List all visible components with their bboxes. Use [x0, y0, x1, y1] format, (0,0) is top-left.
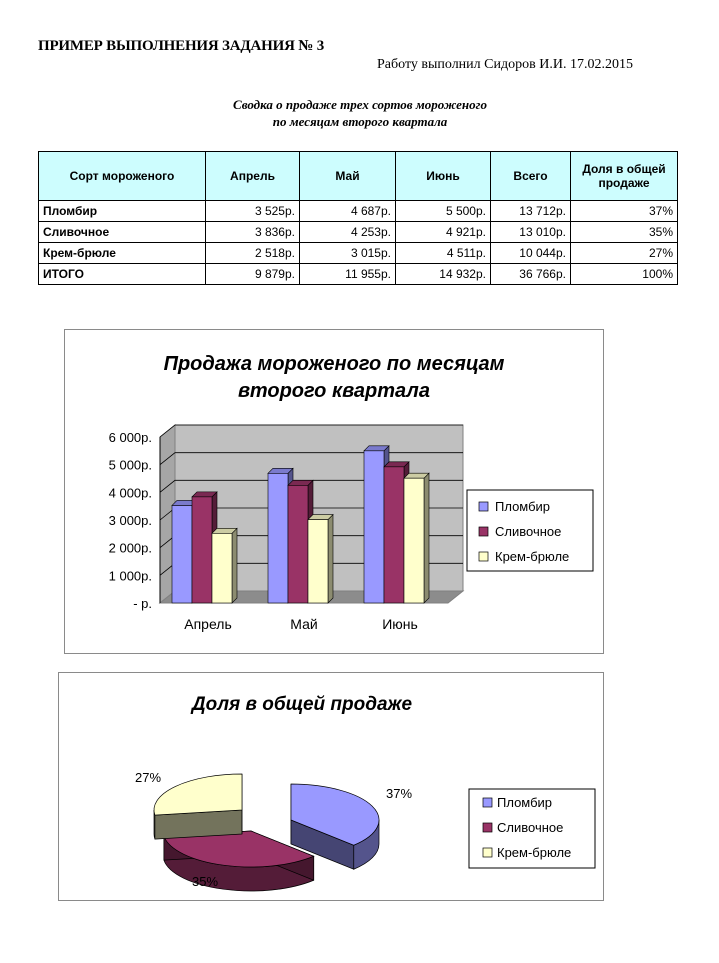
bar [308, 515, 333, 603]
cell-may: 4 687р. [300, 201, 396, 222]
bar-front [172, 505, 192, 603]
legend-swatch-kremb [479, 552, 488, 561]
table-total-row [39, 264, 678, 285]
x-tick-label: Июнь [382, 616, 418, 632]
task-title: ПРИМЕР ВЫПОЛНЕНИЯ ЗАДАНИЯ № 3 [38, 38, 325, 54]
cell-total: 10 044р. [491, 243, 571, 264]
table-header-row [39, 152, 678, 201]
author-line: Работу выполнил Сидоров И.И. 17.02.2015 [377, 57, 633, 72]
cell-june: 4 921р. [396, 222, 491, 243]
cell-share: 100% [571, 264, 678, 285]
legend-swatch-kremb [483, 848, 492, 857]
table-row [39, 222, 678, 243]
x-tick-label: Май [290, 616, 318, 632]
y-tick-label: 2 000р. [108, 540, 152, 556]
bar-chart [65, 330, 603, 653]
legend-label: Сливочное [497, 820, 564, 835]
legend-swatch-plombir [479, 502, 488, 511]
col-header-april: Апрель [206, 152, 300, 201]
pie-chart [59, 673, 603, 900]
legend-swatch-slivochnoe [479, 527, 488, 536]
table-subtitle-line2: по месяцам второго квартала [272, 114, 448, 129]
bar-chart-title-line2: второго квартала [238, 380, 430, 402]
bar-front [308, 520, 328, 603]
legend-swatch-slivochnoe [483, 823, 492, 832]
table-subtitle-line1: Сводка о продаже трех сортов мороженого [233, 97, 487, 112]
y-tick-label: - р. [133, 596, 152, 611]
bar-side [232, 528, 237, 603]
pie-legend [469, 789, 595, 868]
cell-june: 4 511р. [396, 243, 491, 264]
cell-june: 14 932р. [396, 264, 491, 285]
bar-front [364, 451, 384, 603]
bar [404, 473, 429, 603]
cell-variety: Пломбир [39, 201, 206, 222]
legend-label: Пломбир [495, 499, 551, 514]
bar-front [192, 497, 212, 603]
cell-april: 9 879р. [206, 264, 300, 285]
cell-may: 3 015р. [300, 243, 396, 264]
pie-value-label-kremb: 27% [135, 770, 162, 785]
cell-april: 3 836р. [206, 222, 300, 243]
table-row [39, 243, 678, 264]
cell-variety: Крем-брюле [39, 243, 206, 264]
y-tick-label: 5 000р. [108, 457, 152, 473]
y-tick-label: 1 000р. [108, 568, 152, 584]
bar-side [424, 473, 429, 603]
bar-chart-title-line1: Продажа мороженого по месяцам [163, 353, 505, 375]
cell-variety: ИТОГО [39, 264, 206, 285]
y-tick-label: 3 000р. [108, 513, 152, 528]
legend-label: Сливочное [495, 524, 562, 539]
bar-legend [467, 490, 593, 571]
legend-swatch-plombir [483, 798, 492, 807]
sales-table [38, 151, 678, 285]
pie-value-label-slivochnoe: 35% [192, 874, 219, 889]
pie-slice [154, 774, 242, 839]
bar-front [404, 478, 424, 603]
legend-label: Пломбир [497, 795, 553, 810]
bar-front [212, 533, 232, 603]
bar-front [288, 485, 308, 603]
cell-share: 35% [571, 222, 678, 243]
cell-april: 3 525р. [206, 201, 300, 222]
y-tick-label: 6 000р. [108, 430, 152, 445]
cell-share: 37% [571, 201, 678, 222]
x-tick-label: Апрель [184, 616, 232, 632]
pie-value-label-plombir: 37% [386, 786, 413, 801]
cell-may: 11 955р. [300, 264, 396, 285]
col-header-june: Июнь [396, 152, 491, 201]
bar-front [384, 467, 404, 603]
cell-share: 27% [571, 243, 678, 264]
legend-label: Крем-брюле [495, 549, 570, 564]
bar [212, 528, 237, 603]
cell-total: 36 766р. [491, 264, 571, 285]
cell-may: 4 253р. [300, 222, 396, 243]
y-tick-label: 4 000р. [108, 485, 152, 501]
pie-slice-top [154, 774, 242, 815]
cell-june: 5 500р. [396, 201, 491, 222]
bar-side [328, 515, 333, 603]
col-header-share: Доля в общей продаже [571, 152, 678, 201]
cell-total: 13 010р. [491, 222, 571, 243]
bar-chart-frame [64, 329, 604, 654]
col-header-may: Май [300, 152, 396, 201]
col-header-total: Всего [491, 152, 571, 201]
pie-chart-frame [58, 672, 604, 901]
table-row [39, 201, 678, 222]
pie-chart-title: Доля в общей продаже [191, 694, 413, 715]
col-header-variety: Сорт мороженого [39, 152, 206, 201]
cell-april: 2 518р. [206, 243, 300, 264]
cell-total: 13 712р. [491, 201, 571, 222]
bar-front [268, 473, 288, 603]
cell-variety: Сливочное [39, 222, 206, 243]
legend-label: Крем-брюле [497, 845, 572, 860]
